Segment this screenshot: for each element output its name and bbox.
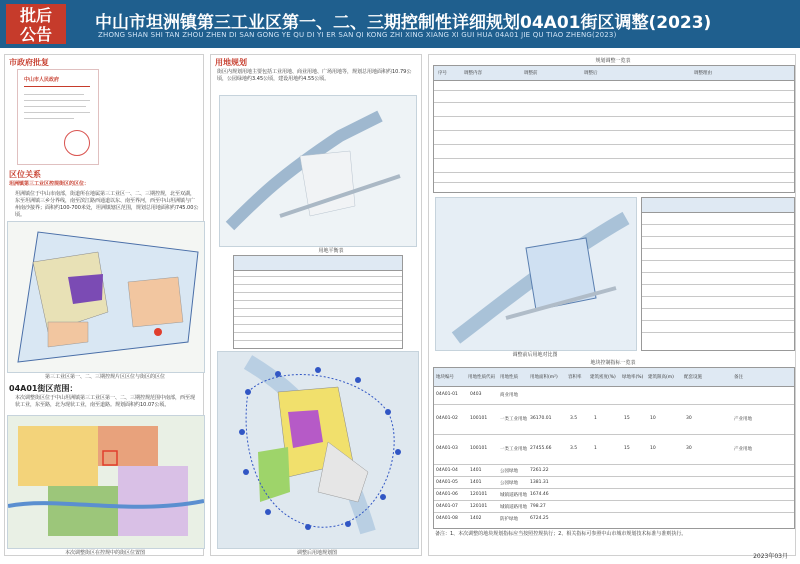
comparison-map-caption: 调整前后用地对比图 xyxy=(512,352,558,358)
adjust-head-2: 调整内容 xyxy=(464,71,482,76)
approval-document xyxy=(17,69,99,165)
land-use-section-title: 用地规划 xyxy=(215,58,247,67)
row2-green: 15 xyxy=(624,416,630,421)
row3-green: 15 xyxy=(624,446,630,451)
row4-code: 1401 xyxy=(470,468,482,473)
land-balance-table-title: 用地平衡表 xyxy=(318,248,344,254)
adjust-head-3: 调整前 xyxy=(524,71,538,76)
adjustment-table-title: 规划调整一览表 xyxy=(595,58,631,64)
row3-note: 产业用地 xyxy=(734,447,752,452)
ctrl-head-6: 建筑密度(%) xyxy=(590,375,616,380)
row1-id: 04A01-01 xyxy=(436,392,458,397)
row8-area: 6724.25 xyxy=(530,516,549,521)
row2-code: 100101 xyxy=(470,416,488,421)
row1-type: 商业用地 xyxy=(500,393,518,398)
row5-id: 04A01-05 xyxy=(436,480,458,485)
row3-code: 100101 xyxy=(470,446,488,451)
row4-type: 公园绿地 xyxy=(500,469,518,474)
approval-section-title: 市政府批复 xyxy=(9,58,49,67)
row3-far: 3.5 xyxy=(570,446,578,451)
row6-type: 城镇道路用地 xyxy=(500,493,527,498)
header-bar xyxy=(0,0,800,48)
row7-area: 798.27 xyxy=(530,504,546,509)
announcement-badge xyxy=(6,4,66,44)
page-subtitle: ZHONG SHAN SHI TAN ZHOU ZHEN DI SAN GONG YE QU DI YI ER SAN QI KONG ZHI XING XIANG XI GUI HUA 04A01 JIE QU TIAO ZHENG(2023) xyxy=(98,31,617,39)
row6-area: 1674.46 xyxy=(530,492,549,497)
row8-id: 04A01-08 xyxy=(436,516,458,521)
land-balance-table xyxy=(233,255,403,349)
location-map-1 xyxy=(7,221,205,373)
right-panel xyxy=(428,54,796,556)
row2-density: 1 xyxy=(594,416,597,421)
row7-type: 城镇道路用地 xyxy=(500,505,527,510)
adjust-head-4: 调整后 xyxy=(584,71,598,76)
control-table xyxy=(433,367,795,529)
ctrl-head-5: 容积率 xyxy=(568,375,582,380)
badge-line1: 批后 xyxy=(19,6,52,25)
ctrl-head-3: 用地性质 xyxy=(500,375,518,380)
row3-facility: 30 xyxy=(686,446,692,451)
row5-type: 公园绿地 xyxy=(500,481,518,486)
row2-note: 产业用地 xyxy=(734,417,752,422)
row7-id: 04A01-07 xyxy=(436,504,458,509)
location-map-1-caption: 第三工业区第一、二、三期控规片区区位与街区的区位 xyxy=(44,374,165,380)
ctrl-head-4: 用地面积(m²) xyxy=(530,375,558,380)
row5-area: 1381.31 xyxy=(530,480,549,485)
row3-density: 1 xyxy=(594,446,597,451)
ctrl-head-2: 用地性质代码 xyxy=(468,375,495,380)
location-subtitle: 坦洲镇第三工业区控规街区的区位： xyxy=(9,181,90,187)
row5-code: 1401 xyxy=(470,480,482,485)
row4-area: 7261.22 xyxy=(530,468,549,473)
block-range-title: 04A01街区范围： xyxy=(9,384,78,393)
land-use-map-caption: 调整后用地规划图 xyxy=(296,550,337,556)
badge-line2: 公告 xyxy=(19,25,52,44)
block-range-text: 本次调整街区位于中山坦洲镇第三工业区第一、二、三期控规范围中南部，西至现状工业，东至路，北为现状工业，南至道路。规划面积约10.07公顷。 xyxy=(15,395,196,408)
row8-type: 防护绿地 xyxy=(500,517,518,522)
row3-area: 27455.66 xyxy=(530,446,552,451)
adjustment-table xyxy=(433,65,795,193)
ctrl-head-9: 配套设施 xyxy=(684,375,702,380)
row2-id: 04A01-02 xyxy=(436,416,458,421)
page-title: 中山市坦洲镇第三工业区第一、二、三期控制性详细规划04A01街区调整(2023) xyxy=(95,13,712,33)
row3-height: 10 xyxy=(650,446,656,451)
row1-code: 0403 xyxy=(470,392,482,397)
row2-facility: 30 xyxy=(686,416,692,421)
location-section-title: 区位关系 xyxy=(9,170,41,179)
middle-panel xyxy=(210,54,422,556)
land-use-text: 街区内规划用地主要包括工业用地、商业用地、广场用地等，规划总用地面积约10.79公顷，公园绿地约3.45公顷，建设用地约4.55公顷。 xyxy=(217,69,412,82)
row3-id: 04A01-03 xyxy=(436,446,458,451)
row3-type: 一类工业用地 xyxy=(500,447,527,452)
row4-id: 04A01-04 xyxy=(436,468,458,473)
land-use-map xyxy=(217,351,419,549)
row8-code: 1402 xyxy=(470,516,482,521)
table-note: 备注：1、本次调整的地块规划指标应当按照控规执行；2、相关指标可参照中山市城市规划技术标准与准则执行。 xyxy=(435,531,687,537)
row2-height: 10 xyxy=(650,416,656,421)
location-map-2 xyxy=(7,415,205,549)
footer-date: 2023年03月 xyxy=(753,553,788,560)
ctrl-head-1: 地块编号 xyxy=(436,375,454,380)
official-seal-icon xyxy=(64,130,90,156)
row7-code: 120101 xyxy=(470,504,488,509)
row6-code: 120101 xyxy=(470,492,488,497)
site-plan-map xyxy=(219,95,417,247)
row2-far: 3.5 xyxy=(570,416,578,421)
side-index-table xyxy=(641,197,795,351)
control-table-title: 地块控制指标一览表 xyxy=(590,360,636,366)
adjust-head-1: 序号 xyxy=(438,71,447,76)
comparison-map xyxy=(435,197,637,351)
left-panel xyxy=(4,54,204,556)
location-map-2-caption: 本次调整街区在控规中的街区位置图 xyxy=(64,550,145,556)
ctrl-head-8: 建筑限高(m) xyxy=(648,375,674,380)
row6-id: 04A01-06 xyxy=(436,492,458,497)
document-header: 中山市人民政府 xyxy=(24,77,60,83)
location-text: 坦洲镇位于中山市南部，街道所在地属第三工业区一、二、三期控规，北至双湖，东至坦洲镇三乡分界线，南至滨江路西通道以东、南至界河，西至中山坦洲镇与广州南沙接界；面积约100-700米处，坦洲镇辖区范围，规划总用地面积约745.00公顷。 xyxy=(15,191,199,218)
ctrl-head-10: 备注 xyxy=(734,375,743,380)
row2-area: 36170.01 xyxy=(530,416,552,421)
row2-type: 一类工业用地 xyxy=(500,417,527,422)
adjust-head-5: 调整理由 xyxy=(694,71,712,76)
ctrl-head-7: 绿地率(%) xyxy=(622,375,644,380)
